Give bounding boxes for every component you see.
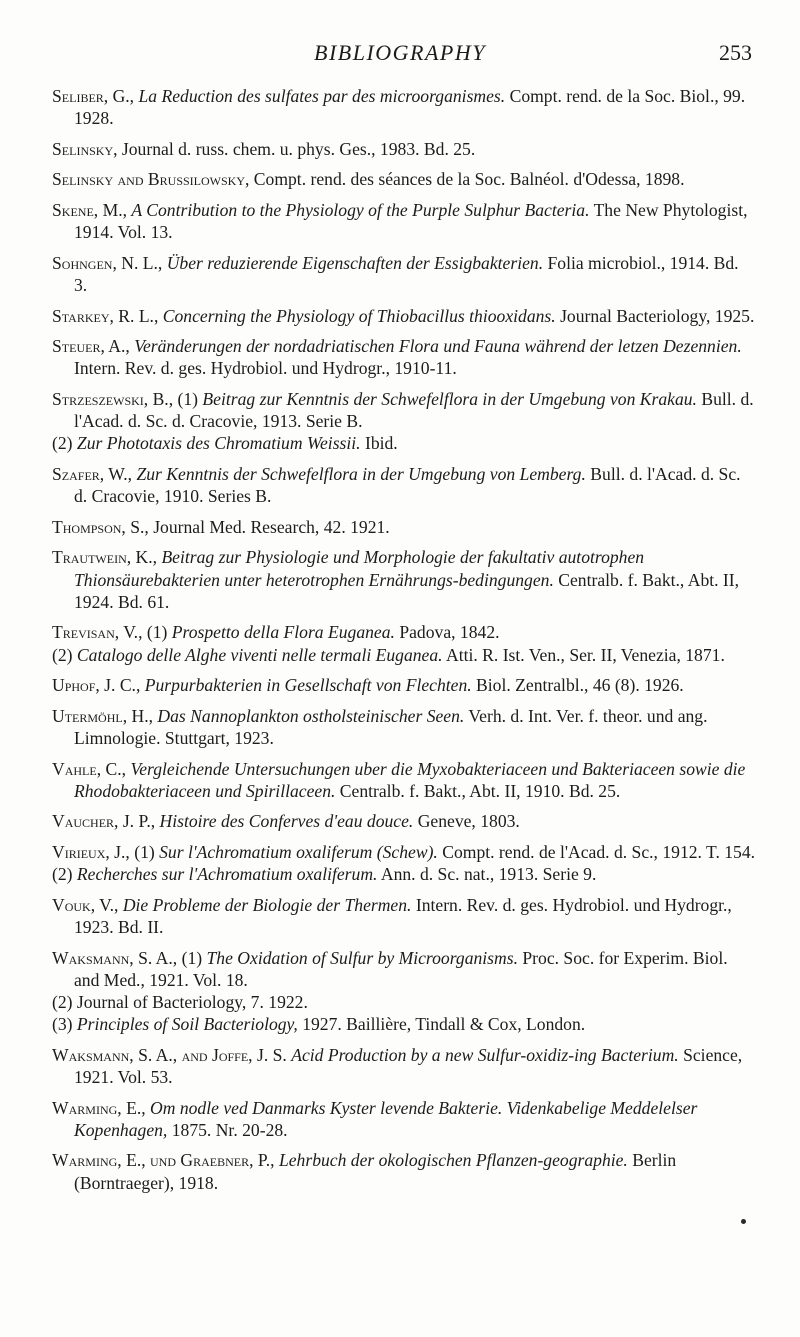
entry-text: (2) Journal of Bacteriology, 7. 1922. <box>52 991 308 1012</box>
entry-title: Zur Kenntnis der Schwefelflora in der Umgebung von Lemberg. <box>136 463 586 484</box>
entry-title: Über reduzierende Eigenschaften der Essigbakterien. <box>166 252 544 273</box>
entry-title: Veränderungen der nordadriatischen Flora und Fauna während der letzen Dezennien. <box>134 336 742 357</box>
entry-text: Atti. R. Ist. Ven., Ser. II, Venezia, 1871. <box>442 644 725 665</box>
entry-text: (1) <box>129 841 160 862</box>
bibliography-entry <box>52 705 756 749</box>
entry-sub-reference <box>52 644 756 666</box>
entry-title: Zur Phototaxis des Chromatium Weissii. <box>76 433 361 454</box>
entry-author: Starkey, R. L., <box>52 305 159 326</box>
entry-title: Sur l'Achromatium oxaliferum (Schew). <box>159 841 438 862</box>
entry-text: Compt. rend. de la Soc. Biol., 99. 1928. <box>74 86 746 129</box>
entry-title: Concerning the Physiology of Thiobacillus thiooxidans. <box>162 305 556 326</box>
entry-sub-reference <box>52 432 756 454</box>
entry-title: Acid Production by a new Sulfur-oxidiz-ing Bacterium. <box>291 1044 679 1065</box>
entry-title: Prospetto della Flora Euganea. <box>171 622 395 643</box>
entry-title: Die Probleme der Biologie der Thermen. <box>122 894 412 915</box>
entry-text: Padova, 1842. <box>394 622 500 643</box>
bibliography-entry <box>52 841 756 885</box>
entry-title: Om nodle ved Danmarks Kyster levende Bakterie. Videnkabelige Meddelelser Kopenhagen, <box>74 1097 698 1140</box>
entry-author: Trevisan, V., <box>52 622 143 643</box>
running-head-title: BIBLIOGRAPHY <box>314 40 486 65</box>
entry-text: Centralb. f. Bakt., Abt. II, 1910. Bd. 25. <box>335 780 621 801</box>
bibliography-entry <box>52 388 756 455</box>
entry-text: 1875. Nr. 20-28. <box>167 1119 288 1140</box>
entry-text: Centralb. f. Bakt., Abt. II, 1924. Bd. 61. <box>74 569 740 612</box>
entry-text: Bull. d. l'Acad. d. Sc. d. Cracovie, 1913. Serie B. <box>74 388 754 432</box>
entry-text: (2) <box>52 433 77 454</box>
entry-text: Proc. Soc. for Experim. Biol. and Med., 1921. Vol. 18. <box>74 947 728 990</box>
entry-text: (3) <box>52 1014 77 1035</box>
entry-author: Utermöhl, H., <box>52 705 154 726</box>
entry-sub-reference <box>52 1013 756 1035</box>
entry-author: Selinsky and Brussilowsky, <box>52 169 250 190</box>
entry-title: The Oxidation of Sulfur by Microorganisms. <box>206 947 518 968</box>
bibliography-entry <box>52 199 756 243</box>
entry-text: Ibid. <box>360 433 398 454</box>
bibliography-entry <box>52 463 756 507</box>
entry-title: La Reduction des sulfates par des microorganismes. <box>138 86 506 106</box>
bibliography-entry <box>52 305 756 327</box>
entry-author: Virieux, J., <box>52 841 130 862</box>
entry-title: Lehrbuch der okologischen Pflanzen-geographie. <box>278 1150 628 1171</box>
entry-text: (1) <box>173 388 203 409</box>
entry-title: A Contribution to the Physiology of the Purple Sulphur Bacteria. <box>131 199 590 220</box>
entry-text: (1) <box>177 947 207 968</box>
entry-text: Journal Med. Research, 42. 1921. <box>148 516 390 537</box>
entry-text: Journal Bacteriology, 1925. <box>555 305 755 326</box>
entry-title: Beitrag zur Physiologie und Morphologie der fakultativ autotrophen Thionsäurebakterien unter heterotrophen Ernährungs-bedingungen. <box>74 547 645 590</box>
bibliography-entry <box>52 252 756 296</box>
entry-text: Compt. rend. de l'Acad. d. Sc., 1912. T. 154. <box>437 841 756 862</box>
entry-text: Ann. d. Sc. nat., 1913. Serie 9. <box>377 864 597 885</box>
entry-sub-reference <box>52 863 756 885</box>
ink-speck <box>741 1219 746 1224</box>
bibliography-entry <box>52 138 756 160</box>
bibliography-entry <box>52 1044 756 1088</box>
entry-text: Compt. rend. des séances de la Soc. Balnéol. d'Odessa, 1898. <box>249 169 685 190</box>
entry-author: Warming, E., und Graebner, P., <box>52 1150 275 1171</box>
entry-author: Waksmann, S. A., and Joffe, J. S. <box>52 1044 287 1065</box>
entry-author: Selinsky, <box>52 138 118 159</box>
entry-author: Vouk, V., <box>52 894 119 915</box>
entry-text: Journal d. russ. chem. u. phys. Ges., 1983. Bd. 25. <box>117 138 476 159</box>
entry-title: Purpurbakterien in Gesellschaft von Flechten. <box>144 675 472 696</box>
entry-text: (2) <box>52 864 77 885</box>
bibliography-entry <box>52 674 756 696</box>
entry-text: Berlin (Borntraeger), 1918. <box>74 1150 677 1193</box>
entry-title: Principles of Soil Bacteriology, <box>76 1014 298 1035</box>
entry-author: Waksmann, S. A., <box>52 947 178 968</box>
bibliography-entry <box>52 810 756 832</box>
bibliography-entry <box>52 168 756 190</box>
entry-text: Bull. d. l'Acad. d. Sc. d. Cracovie, 1910. Series B. <box>74 463 741 507</box>
bibliography-entry <box>52 85 756 129</box>
entry-text: (2) <box>52 644 77 665</box>
entry-text: 1927. Baillière, Tindall & Cox, London. <box>297 1014 586 1035</box>
entry-title: Recherches sur l'Achromatium oxaliferum. <box>76 864 378 885</box>
entry-author: Szafer, W., <box>52 463 133 484</box>
entry-text: Science, 1921. Vol. 53. <box>74 1044 743 1087</box>
entry-author: Strzeszewski, B., <box>52 388 174 409</box>
entry-author: Thompson, S., <box>52 516 149 537</box>
bibliography-list <box>52 85 756 1202</box>
bibliography-entry <box>52 758 756 802</box>
entry-author: Vaucher, J. P., <box>52 811 156 832</box>
entry-sub-reference <box>52 991 756 1013</box>
entry-title: Catalogo delle Alghe viventi nelle termali Euganea. <box>76 644 443 665</box>
entry-author: Seliber, G., <box>52 86 135 106</box>
bibliography-entry <box>52 947 756 1036</box>
entry-text: The New Phytologist, 1914. Vol. 13. <box>74 199 748 243</box>
entry-title: Vergleichende Untersuchungen uber die Myxobakteriaceen und Bakteriaceen sowie die Rhodobakteriaceen und Spirillaceen. <box>74 758 746 801</box>
entry-author: Steuer, A., <box>52 336 130 357</box>
bibliography-entry <box>52 1097 756 1141</box>
running-head <box>0 40 800 70</box>
bibliography-entry <box>52 516 756 538</box>
bibliography-entry <box>52 621 756 665</box>
entry-text: Verh. d. Int. Ver. f. theor. und ang. Limnologie. Stuttgart, 1923. <box>74 705 708 748</box>
bibliography-entry <box>52 335 756 379</box>
entry-title: Histoire des Conferves d'eau douce. <box>159 811 414 832</box>
entry-text: Folia microbiol., 1914. Bd. 3. <box>74 252 739 295</box>
entry-author: Uphof, J. C., <box>52 675 141 696</box>
entry-author: Warming, E., <box>52 1097 146 1118</box>
bibliography-entry <box>52 894 756 938</box>
entry-title: Das Nannoplankton ostholsteinischer Seen. <box>157 705 465 726</box>
entry-author: Vahle, C., <box>52 758 127 779</box>
page-number: 253 <box>719 40 752 65</box>
entry-text: Geneve, 1803. <box>413 811 520 832</box>
entry-title: Beitrag zur Kenntnis der Schwefelflora in der Umgebung von Krakau. <box>202 388 697 409</box>
bibliography-entry <box>52 1149 756 1193</box>
entry-text: Biol. Zentralbl., 46 (8). 1926. <box>471 675 684 696</box>
entry-text: Intern. Rev. d. ges. Hydrobiol. und Hydrogr., 1923. Bd. II. <box>74 894 732 937</box>
entry-text: (1) <box>142 622 172 643</box>
bibliography-entry <box>52 546 756 613</box>
entry-text: Intern. Rev. d. ges. Hydrobiol. und Hydrogr., 1910-11. <box>74 358 457 379</box>
entry-author: Trautwein, K., <box>52 547 158 568</box>
entry-author: Sohngen, N. L., <box>52 252 163 273</box>
entry-author: Skene, M., <box>52 199 128 220</box>
